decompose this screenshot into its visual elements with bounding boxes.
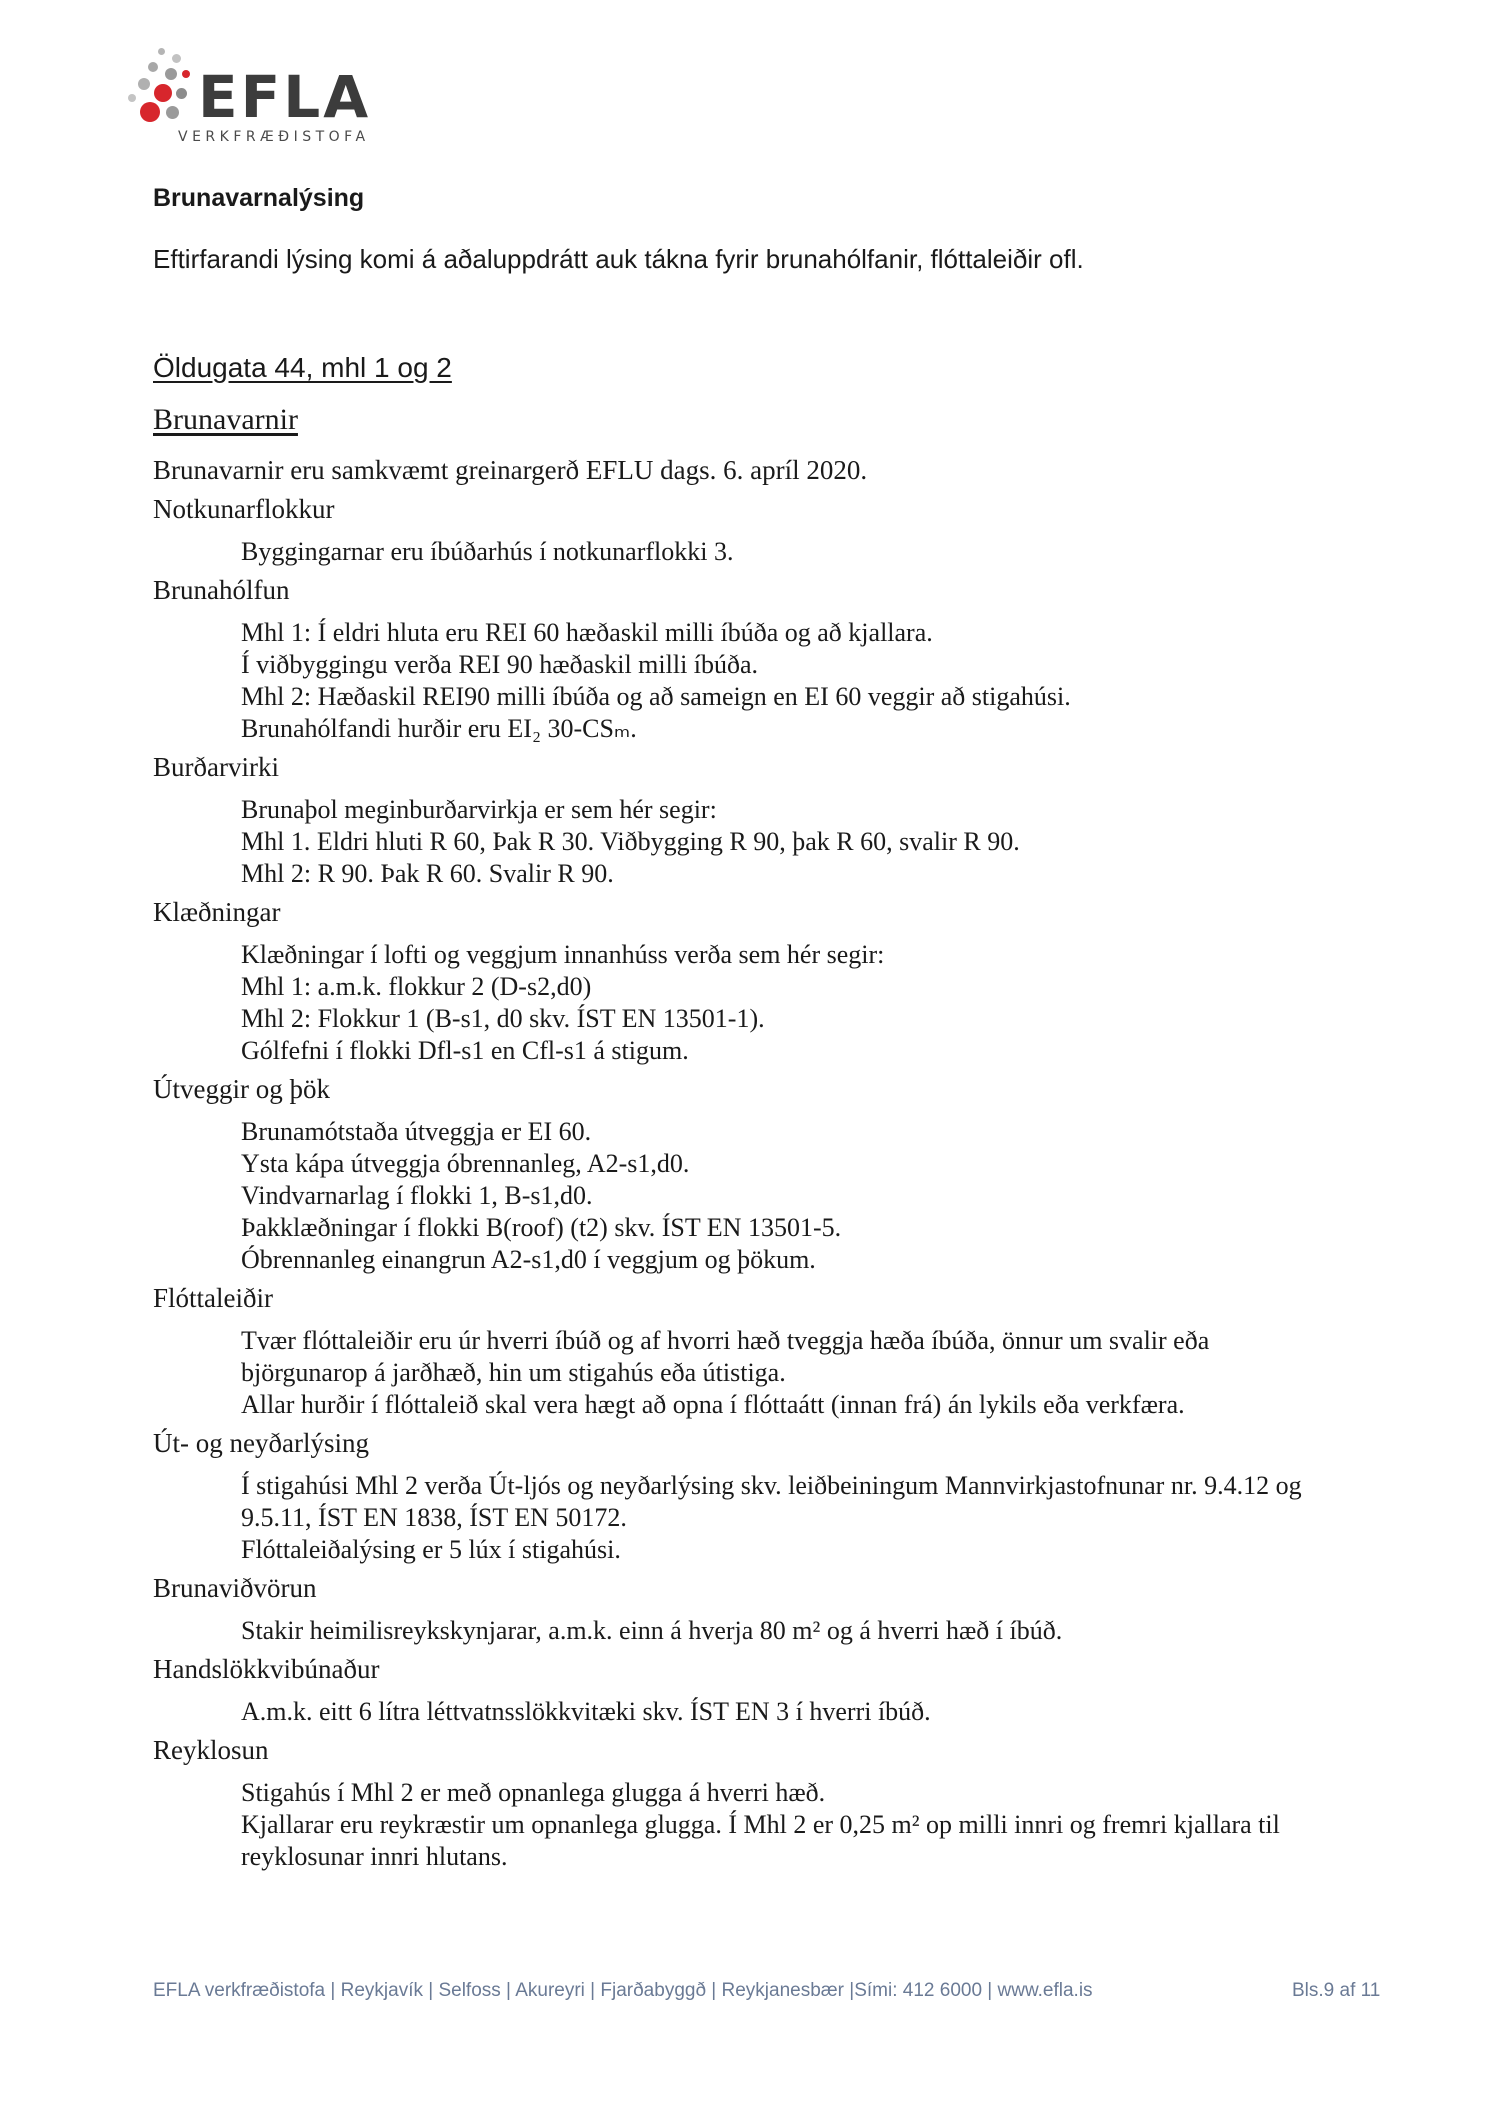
section-heading: Reyklosun — [153, 1735, 269, 1765]
section — [153, 1282, 1403, 1421]
section-line: Í viðbyggingu verða REI 90 hæðaskil milli íbúða. — [241, 650, 759, 679]
section-lines — [153, 1470, 1403, 1566]
section-line: Brunahólfandi hurðir eru EI₂ 30-CSₘ. — [241, 714, 637, 743]
section — [153, 1073, 1403, 1276]
section-lines — [153, 794, 1403, 890]
section-heading: Notkunarflokkur — [153, 494, 335, 524]
section-line: Brunaþol meginburðarvirkja er sem hér segir: — [241, 795, 717, 824]
section-line: Mhl 2: Flokkur 1 (B-s1, d0 skv. ÍST EN 13501-1). — [241, 1004, 765, 1033]
section-line: Kjallarar eru reykræstir um opnanlega glugga. Í Mhl 2 er 0,25 m² op milli innri og fremri kjallara til — [241, 1810, 1280, 1839]
section-line: Tvær flóttaleiðir eru úr hverri íbúð og af hvorri hæð tveggja hæða íbúða, önnur um svalir eða — [241, 1326, 1210, 1355]
main-intro: Brunavarnir eru samkvæmt greinargerð EFLU dags. 6. apríl 2020. — [153, 455, 868, 485]
section-heading: Flóttaleiðir — [153, 1283, 273, 1313]
logo-dot — [172, 54, 181, 63]
section — [153, 1734, 1403, 1873]
section-heading: Burðarvirki — [153, 752, 279, 782]
efla-logo — [120, 48, 420, 143]
section — [153, 896, 1403, 1067]
section-line: Stakir heimilisreykskynjarar, a.m.k. einn á hverja 80 m² og á hverri hæð í íbúð. — [241, 1616, 1063, 1645]
section-line: Mhl 1: a.m.k. flokkur 2 (D-s2,d0) — [241, 972, 592, 1001]
section-line: 9.5.11, ÍST EN 1838, ÍST EN 50172. — [241, 1503, 627, 1532]
section-line: Klæðningar í lofti og veggjum innanhúss verða sem hér segir: — [241, 940, 885, 969]
section-lines — [153, 536, 1403, 568]
section-line: A.m.k. eitt 6 lítra léttvatnsslökkvitæki skv. ÍST EN 3 í hverri íbúð. — [241, 1697, 931, 1726]
section-heading: Út- og neyðarlýsing — [153, 1428, 369, 1458]
logo-dot — [140, 102, 160, 122]
sections-list — [153, 493, 1403, 1873]
logo-dot — [158, 48, 165, 55]
section — [153, 493, 1403, 568]
section-heading: Útveggir og þök — [153, 1074, 330, 1104]
logo-wordmark: EFLA — [198, 63, 372, 131]
page-number: Bls.9 af 11 — [1292, 1980, 1381, 2001]
section-line: Gólfefni í flokki Dfl-s1 en Cfl-s1 á stigum. — [241, 1036, 689, 1065]
section-line: Mhl 2: Hæðaskil REI90 milli íbúða og að sameign en EI 60 veggir að stigahúsi. — [241, 682, 1071, 711]
section-line: björgunarop á jarðhæð, hin um stigahús eða útistiga. — [241, 1358, 786, 1387]
document-body — [153, 403, 1403, 1879]
section-heading: Klæðningar — [153, 897, 281, 927]
section — [153, 574, 1403, 745]
section — [153, 1653, 1403, 1728]
section-line: Ysta kápa útveggja óbrennanleg, A2-s1,d0. — [241, 1149, 690, 1178]
section-line: Þakklæðningar í flokki B(roof) (t2) skv. ÍST EN 13501-5. — [241, 1213, 842, 1242]
logo-subtitle: VERKFRÆÐISTOFA — [178, 129, 370, 145]
section-line: Stigahús í Mhl 2 er með opnanlega glugga á hverri hæð. — [241, 1778, 826, 1807]
document-title: Brunavarnalýsing — [153, 184, 365, 212]
section-lines — [153, 1325, 1403, 1421]
logo-dot — [148, 62, 158, 72]
logo-dot — [182, 70, 190, 78]
logo-dot — [138, 78, 150, 90]
section-lines — [153, 939, 1403, 1067]
logo-dot — [165, 68, 177, 80]
section-line: Vindvarnarlag í flokki 1, B-s1,d0. — [241, 1181, 593, 1210]
section-line: Mhl 1. Eldri hluti R 60, Þak R 30. Viðbygging R 90, þak R 60, svalir R 90. — [241, 827, 1020, 856]
section-line: Óbrennanleg einangrun A2-s1,d0 í veggjum og þökum. — [241, 1245, 816, 1274]
section-lines — [153, 1615, 1403, 1647]
document-intro: Eftirfarandi lýsing komi á aðaluppdrátt auk tákna fyrir brunahólfanir, flóttaleiðir ofl. — [153, 244, 1084, 274]
logo-dot — [154, 84, 172, 102]
logo-dot — [166, 106, 179, 119]
section-lines — [153, 1116, 1403, 1276]
section — [153, 751, 1403, 890]
section-lines — [153, 1696, 1403, 1728]
main-heading: Brunavarnir — [153, 403, 298, 436]
section-line: Byggingarnar eru íbúðarhús í notkunarflokki 3. — [241, 537, 734, 566]
section-line: Mhl 2: R 90. Þak R 60. Svalir R 90. — [241, 859, 614, 888]
section-heading: Brunaviðvörun — [153, 1573, 317, 1603]
section-heading: Brunahólfun — [153, 575, 290, 605]
section-lines — [153, 1777, 1403, 1873]
section-heading: Handslökkvibúnaður — [153, 1654, 380, 1684]
logo-dot — [176, 88, 187, 99]
section-line: Allar hurðir í flóttaleið skal vera hægt að opna í flóttaátt (innan frá) án lykils eða verkfæra. — [241, 1390, 1185, 1419]
address-heading: Öldugata 44, mhl 1 og 2 — [153, 352, 452, 383]
footer-text: EFLA verkfræðistofa | Reykjavík | Selfoss | Akureyri | Fjarðabyggð | Reykjanesbær |Sími: 412 6000 | www.efla.is — [153, 1980, 1093, 2001]
section-lines — [153, 617, 1403, 745]
section-line: Mhl 1: Í eldri hluta eru REI 60 hæðaskil milli íbúða og að kjallara. — [241, 618, 933, 647]
section — [153, 1572, 1403, 1647]
section-line: Flóttaleiðalýsing er 5 lúx í stigahúsi. — [241, 1535, 621, 1564]
section-line: reyklosunar innri hlutans. — [241, 1842, 508, 1871]
logo-dot — [128, 94, 136, 102]
section-line: Brunamótstaða útveggja er EI 60. — [241, 1117, 592, 1146]
section — [153, 1427, 1403, 1566]
section-line: Í stigahúsi Mhl 2 verða Út-ljós og neyðarlýsing skv. leiðbeiningum Mannvirkjastofnunar nr. 9.4.12 og — [241, 1471, 1302, 1500]
